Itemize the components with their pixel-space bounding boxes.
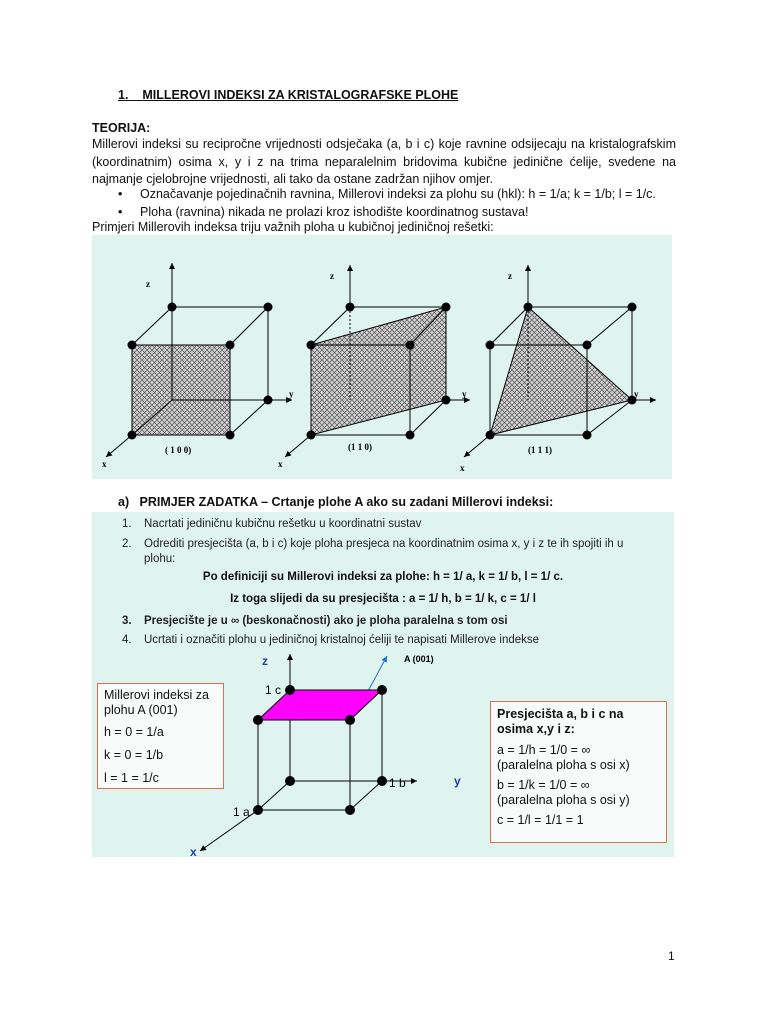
section-heading	[118, 88, 458, 102]
example-heading	[118, 495, 553, 509]
caption-111: (1 1 1)	[528, 445, 552, 455]
examples-intro: Primjeri Millerovih indeksa triju važnih ploha u kubičnoj jediničnoj rešetki:	[92, 220, 494, 234]
caption-110: (1 1 0)	[348, 442, 372, 452]
definition-line: Po definiciji su Millerovi indeksi za plohe: h = 1/ a, k = 1/ b, l = 1/ c.	[202, 571, 564, 583]
step-2: 2. Odrediti presjecišta (a, b i c) koje ploha presjeca na koordinatnim osima x, y i z te ih spojiti ih u	[122, 538, 624, 550]
axis-z-label: z	[508, 271, 512, 281]
axis-y-label: y	[462, 389, 467, 399]
axis-x-label: x	[278, 459, 283, 469]
cell-110	[278, 265, 470, 469]
theory-title: TEORIJA:	[92, 121, 151, 135]
step-1: 1. Nacrtati jediničnu kubičnu rešetku u koordinatni sustav	[122, 518, 422, 530]
theory-paragraph: Millerovi indeksi su recipročne vrijednosti odsječaka (a, b i c) koje ravnine odsijecaju na kristalografskim (koordinatnim) osima x, y i z na trima neparalelnim bridovima kubične jedinične ćelije, svedene na najmanje cjelobrojne vrijednosti, ali tako da ostane zadržan njihov omjer.	[92, 137, 676, 186]
caption-100: ( 1 0 0)	[165, 445, 192, 455]
label-1a: 1 a	[233, 805, 250, 819]
label-1b: 1 b	[389, 776, 406, 790]
plane-001-diagram	[182, 646, 482, 857]
heading-number: 1.	[118, 88, 129, 102]
step-4: 4. Ucrtati i označiti plohu u jediničnoj kristalnoj ćeliji te napisati Millerove indekse	[122, 634, 540, 646]
theory-bullets	[92, 186, 682, 221]
axis-x-label: x	[190, 845, 197, 857]
axis-x-label: x	[102, 459, 107, 469]
axis-z-label: z	[146, 279, 150, 289]
axis-z-label: z	[262, 654, 268, 668]
step-2-continued: plohu:	[144, 553, 176, 565]
page-number: 1	[668, 949, 675, 963]
cell-100	[102, 263, 294, 469]
intersections-box: Presjecišta a, b i c na osima x,y i z: a = 1/h = 1/0 = ∞ (paralelna ploha s osi x) b = 1/k = 1/0 = ∞ (paralelna ploha s osi y) c = 1/l = 1/1 = 1	[490, 701, 667, 843]
cell-111	[460, 265, 656, 473]
axis-x-label: x	[460, 463, 465, 473]
heading-title: MILLEROVI INDEKSI ZA KRISTALOGRAFSKE PLOHE	[142, 88, 459, 102]
plane-label: A (001)	[404, 654, 434, 664]
miller-planes-figure	[92, 235, 672, 479]
label-1c: 1 c	[265, 683, 282, 697]
bullet-icon: •	[118, 187, 123, 201]
step-3: 3. Presjecište je u ∞ (beskonačnosti) ako je ploha paralelna s tom osi	[122, 615, 508, 627]
axis-z-label: z	[330, 271, 334, 281]
bullet-item: • Ploha (ravnina) nikada ne prolazi kroz ishodište koordinatnog sustava!	[92, 204, 682, 222]
axis-y-label: y	[634, 389, 639, 399]
axis-y-label: y	[289, 389, 294, 399]
example-label: a)	[118, 495, 130, 509]
example-title: PRIMJER ZADATKA – Crtanje plohe A ako su zadani Millerovi indeksi:	[139, 495, 554, 509]
intersections-line: Iz toga slijedi da su presjecišta : a = 1/ h, b = 1/ k, c = 1/ l	[230, 593, 536, 605]
bullet-icon: •	[118, 204, 123, 219]
cubic-cells-diagram	[92, 235, 672, 479]
bullet-item: • Označavanje pojedinačnih ravnina, Millerovi indeksi za plohu su (hkl): h = 1/a; k = 1/b; l = 1/c.	[92, 186, 682, 204]
miller-indices-box: Millerovi indeksi za plohu A (001) h = 0 = 1/a k = 0 = 1/b l = 1 = 1/c	[97, 683, 224, 789]
example-panel	[92, 512, 674, 857]
axis-y-label: y	[454, 774, 461, 788]
